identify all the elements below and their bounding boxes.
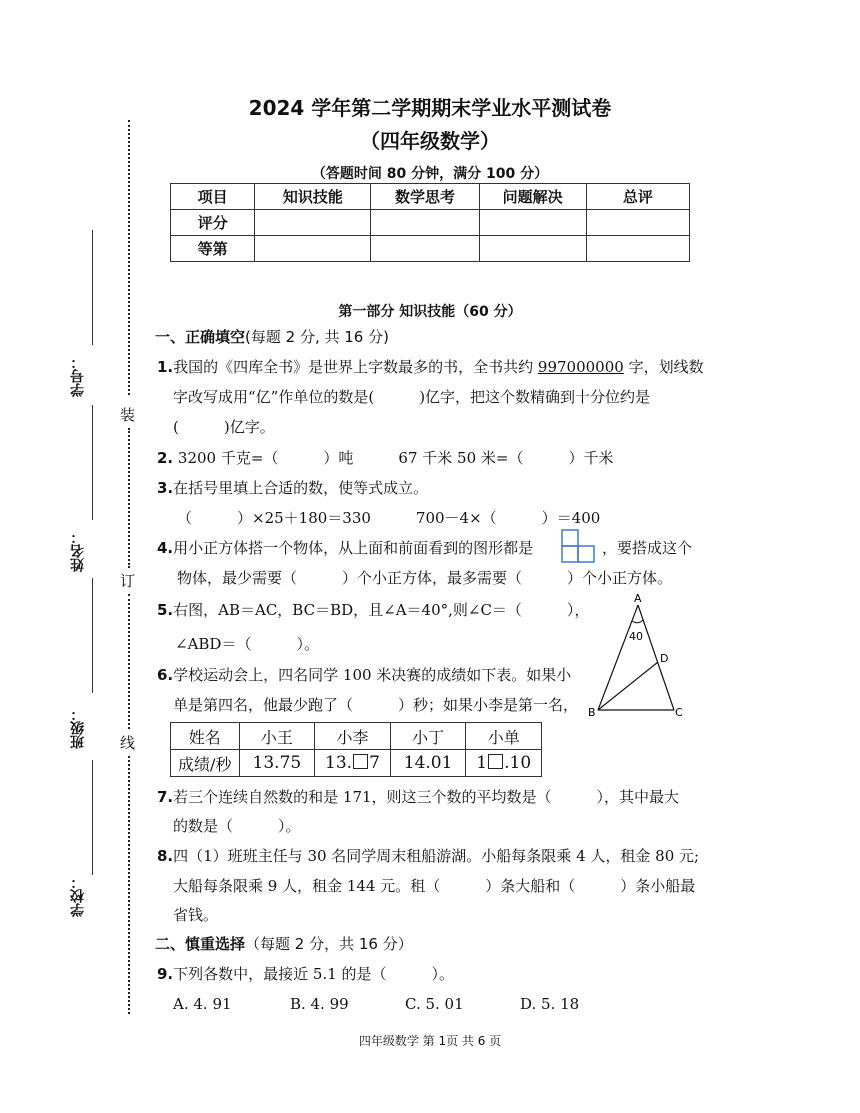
binding-char-ding: 订 (120, 572, 136, 590)
score-cell (371, 236, 479, 262)
section1-note: (每题 2 分, 共 16 分) (245, 328, 389, 346)
question-9-number: 9. (157, 965, 174, 983)
question-4-text: 用小正方体搭一个物体，从上面和前面看到的图形都是 (173, 539, 534, 557)
race-time-part: 7 (369, 753, 380, 773)
question-2-number: 2. (157, 449, 174, 467)
question-1-text: 字，划线数 (623, 358, 704, 376)
view-shape-square (562, 530, 578, 546)
question-5-text: 右图，AB＝AC，BC＝BD，且∠A＝40°,则∠C＝（ ）， (173, 601, 590, 619)
triangle-side-ac (638, 605, 674, 710)
question-4-line-1 (157, 538, 533, 558)
score-header-cell: 数学思考 (371, 184, 479, 210)
school-label: 学校： (70, 875, 86, 917)
score-cell (255, 236, 371, 262)
race-time-cell: 14.01 (390, 750, 466, 777)
race-header-cell: 姓名 (171, 723, 240, 750)
race-header-cell: 小丁 (390, 723, 466, 750)
question-3-number: 3. (157, 479, 174, 497)
question-9-line-1 (157, 964, 454, 984)
score-table (170, 183, 690, 262)
question-9-option-b: B. 4. 99 (290, 995, 349, 1013)
question-1-text: 我国的《四库全书》是世界上字数最多的书，全书共约 (173, 358, 538, 376)
page-footer: 四年级数学 第 1页 共 6 页 (358, 1034, 502, 1048)
race-time-part: 1 (476, 753, 488, 773)
question-9-option-a: A. 4. 91 (173, 995, 232, 1013)
section2-title: 二、慎重选择 (155, 935, 246, 953)
page-subtitle: （四年级数学） (360, 129, 500, 153)
race-time-cell (315, 750, 391, 777)
score-row-label: 等第 (171, 236, 255, 262)
binding-dashed-line (128, 428, 130, 568)
race-time-cell: 13.75 (239, 750, 315, 777)
question-5-number: 5. (157, 601, 174, 619)
question-4-number: 4. (157, 539, 174, 557)
score-header-cell: 项目 (171, 184, 255, 210)
race-header-cell: 小单 (466, 723, 542, 750)
student-id-label: 学号： (70, 355, 86, 397)
question-6-line-2: 单是第四名，他最少跑了（ ）秒；如果小李是第一名， (173, 696, 579, 714)
question-4-text-end: ，要搭成这个 (602, 539, 693, 557)
student-id-line (92, 230, 93, 345)
triangle-figure (586, 592, 696, 720)
question-1-line-3: ( )亿字。 (173, 418, 275, 436)
race-time-part: 13. (325, 753, 353, 773)
section1-title: 一、正确填空 (155, 328, 246, 346)
question-6-text: 学校运动会上，四名同学 100 米决赛的成绩如下表。如果小 (173, 666, 572, 684)
score-cell (479, 236, 586, 262)
question-6-number: 6. (157, 666, 174, 684)
question-1-line-2: 字改写成用“亿”作单位的数是( )亿字，把这个数精确到十分位约是 (173, 388, 651, 406)
question-8-number: 8. (157, 847, 174, 865)
view-shape-square (562, 546, 578, 562)
question-6-line-1 (157, 665, 571, 685)
question-8-text: 四（1）班班主任与 30 名同学周末租船游湖。小船每条限乘 4 人，租金 80 元; (173, 847, 700, 865)
question-7-line-2: 的数是（ ）。 (173, 817, 301, 835)
question-9-text: 下列各数中，最接近 5.1 的是（ ）。 (173, 965, 455, 983)
angle-a-arc (632, 620, 643, 623)
question-1-number: 1. (157, 358, 174, 376)
score-header-cell: 问题解决 (479, 184, 586, 210)
score-cell (586, 210, 689, 236)
question-7-number: 7. (157, 788, 174, 806)
class-line (92, 578, 93, 693)
school-line (92, 760, 93, 875)
race-header-cell: 小李 (315, 723, 391, 750)
underlined-number: 997000000 (537, 358, 624, 376)
vertex-b-label: B (588, 706, 596, 719)
vertex-d-label: D (660, 652, 669, 665)
question-8-line-3: 省钱。 (173, 906, 219, 924)
blank-digit-box (488, 754, 503, 769)
score-table-row (171, 236, 690, 262)
binding-dashed-line (128, 594, 130, 729)
section2-heading (155, 934, 413, 954)
race-results-table (170, 722, 542, 777)
vertex-a-label: A (634, 592, 642, 605)
race-row-label: 成绩/秒 (171, 750, 240, 777)
race-table-row (171, 750, 542, 777)
binding-char-xian: 线 (120, 734, 136, 752)
score-cell (586, 236, 689, 262)
time-note: （答题时间 80 分钟，满分 100 分） (311, 166, 549, 182)
blank-digit-box (353, 754, 368, 769)
score-row-label: 评分 (171, 210, 255, 236)
page-title: 2024 学年第二学期期末学业水平测试卷 (248, 96, 612, 120)
question-9-option-c: C. 5. 01 (405, 995, 464, 1013)
question-3-line-2: （ ）×25＋180＝330 700－4×（ ）＝400 (177, 509, 601, 527)
question-8-line-2: 大船每条限乘 9 人，租金 144 元。租（ ）条大船和（ ）条小船最 (173, 877, 696, 895)
question-2-text: 3200 千克=（ ）吨 67 千米 50 米=（ ）千米 (177, 449, 614, 467)
question-5-line-2: ∠ABD＝（ ）。 (175, 635, 319, 653)
question-1-line-1 (157, 357, 704, 377)
question-4-line-2: 物体，最少需要（ ）个小正方体，最多需要（ ）个小正方体。 (177, 569, 673, 587)
score-table-header-row (171, 184, 690, 210)
question-5-line-1 (157, 600, 589, 620)
question-3-line-1 (157, 478, 428, 498)
view-shape-figure (560, 528, 598, 564)
question-7-line-1 (157, 787, 679, 807)
class-label: 班级： (70, 707, 86, 749)
section2-note: （每题 2 分，共 16 分） (245, 935, 413, 953)
view-shape-square (578, 546, 594, 562)
race-header-cell: 小王 (239, 723, 315, 750)
score-cell (255, 210, 371, 236)
score-header-cell: 总评 (586, 184, 689, 210)
score-header-cell: 知识技能 (255, 184, 371, 210)
section1-heading (155, 327, 389, 347)
part1-title: 第一部分 知识技能（60 分） (338, 304, 522, 320)
race-time-part: .10 (504, 753, 532, 773)
question-8-line-1 (157, 846, 699, 866)
binding-char-zhuang: 装 (120, 406, 136, 424)
binding-dashed-line (128, 120, 130, 395)
name-label: 姓名： (70, 530, 86, 572)
race-time-cell (466, 750, 542, 777)
score-cell (479, 210, 586, 236)
angle-40-label: 40 (629, 630, 643, 643)
vertex-c-label: C (675, 706, 683, 719)
binding-dashed-line (128, 756, 130, 1014)
question-7-text: 若三个连续自然数的和是 171，则这三个数的平均数是（ ），其中最大 (173, 788, 680, 806)
question-9-option-d: D. 5. 18 (520, 995, 580, 1013)
question-3-text: 在括号里填上合适的数，使等式成立。 (173, 479, 429, 497)
question-2 (157, 448, 613, 468)
name-line (92, 405, 93, 520)
score-cell (371, 210, 479, 236)
score-table-row (171, 210, 690, 236)
race-table-header-row (171, 723, 542, 750)
